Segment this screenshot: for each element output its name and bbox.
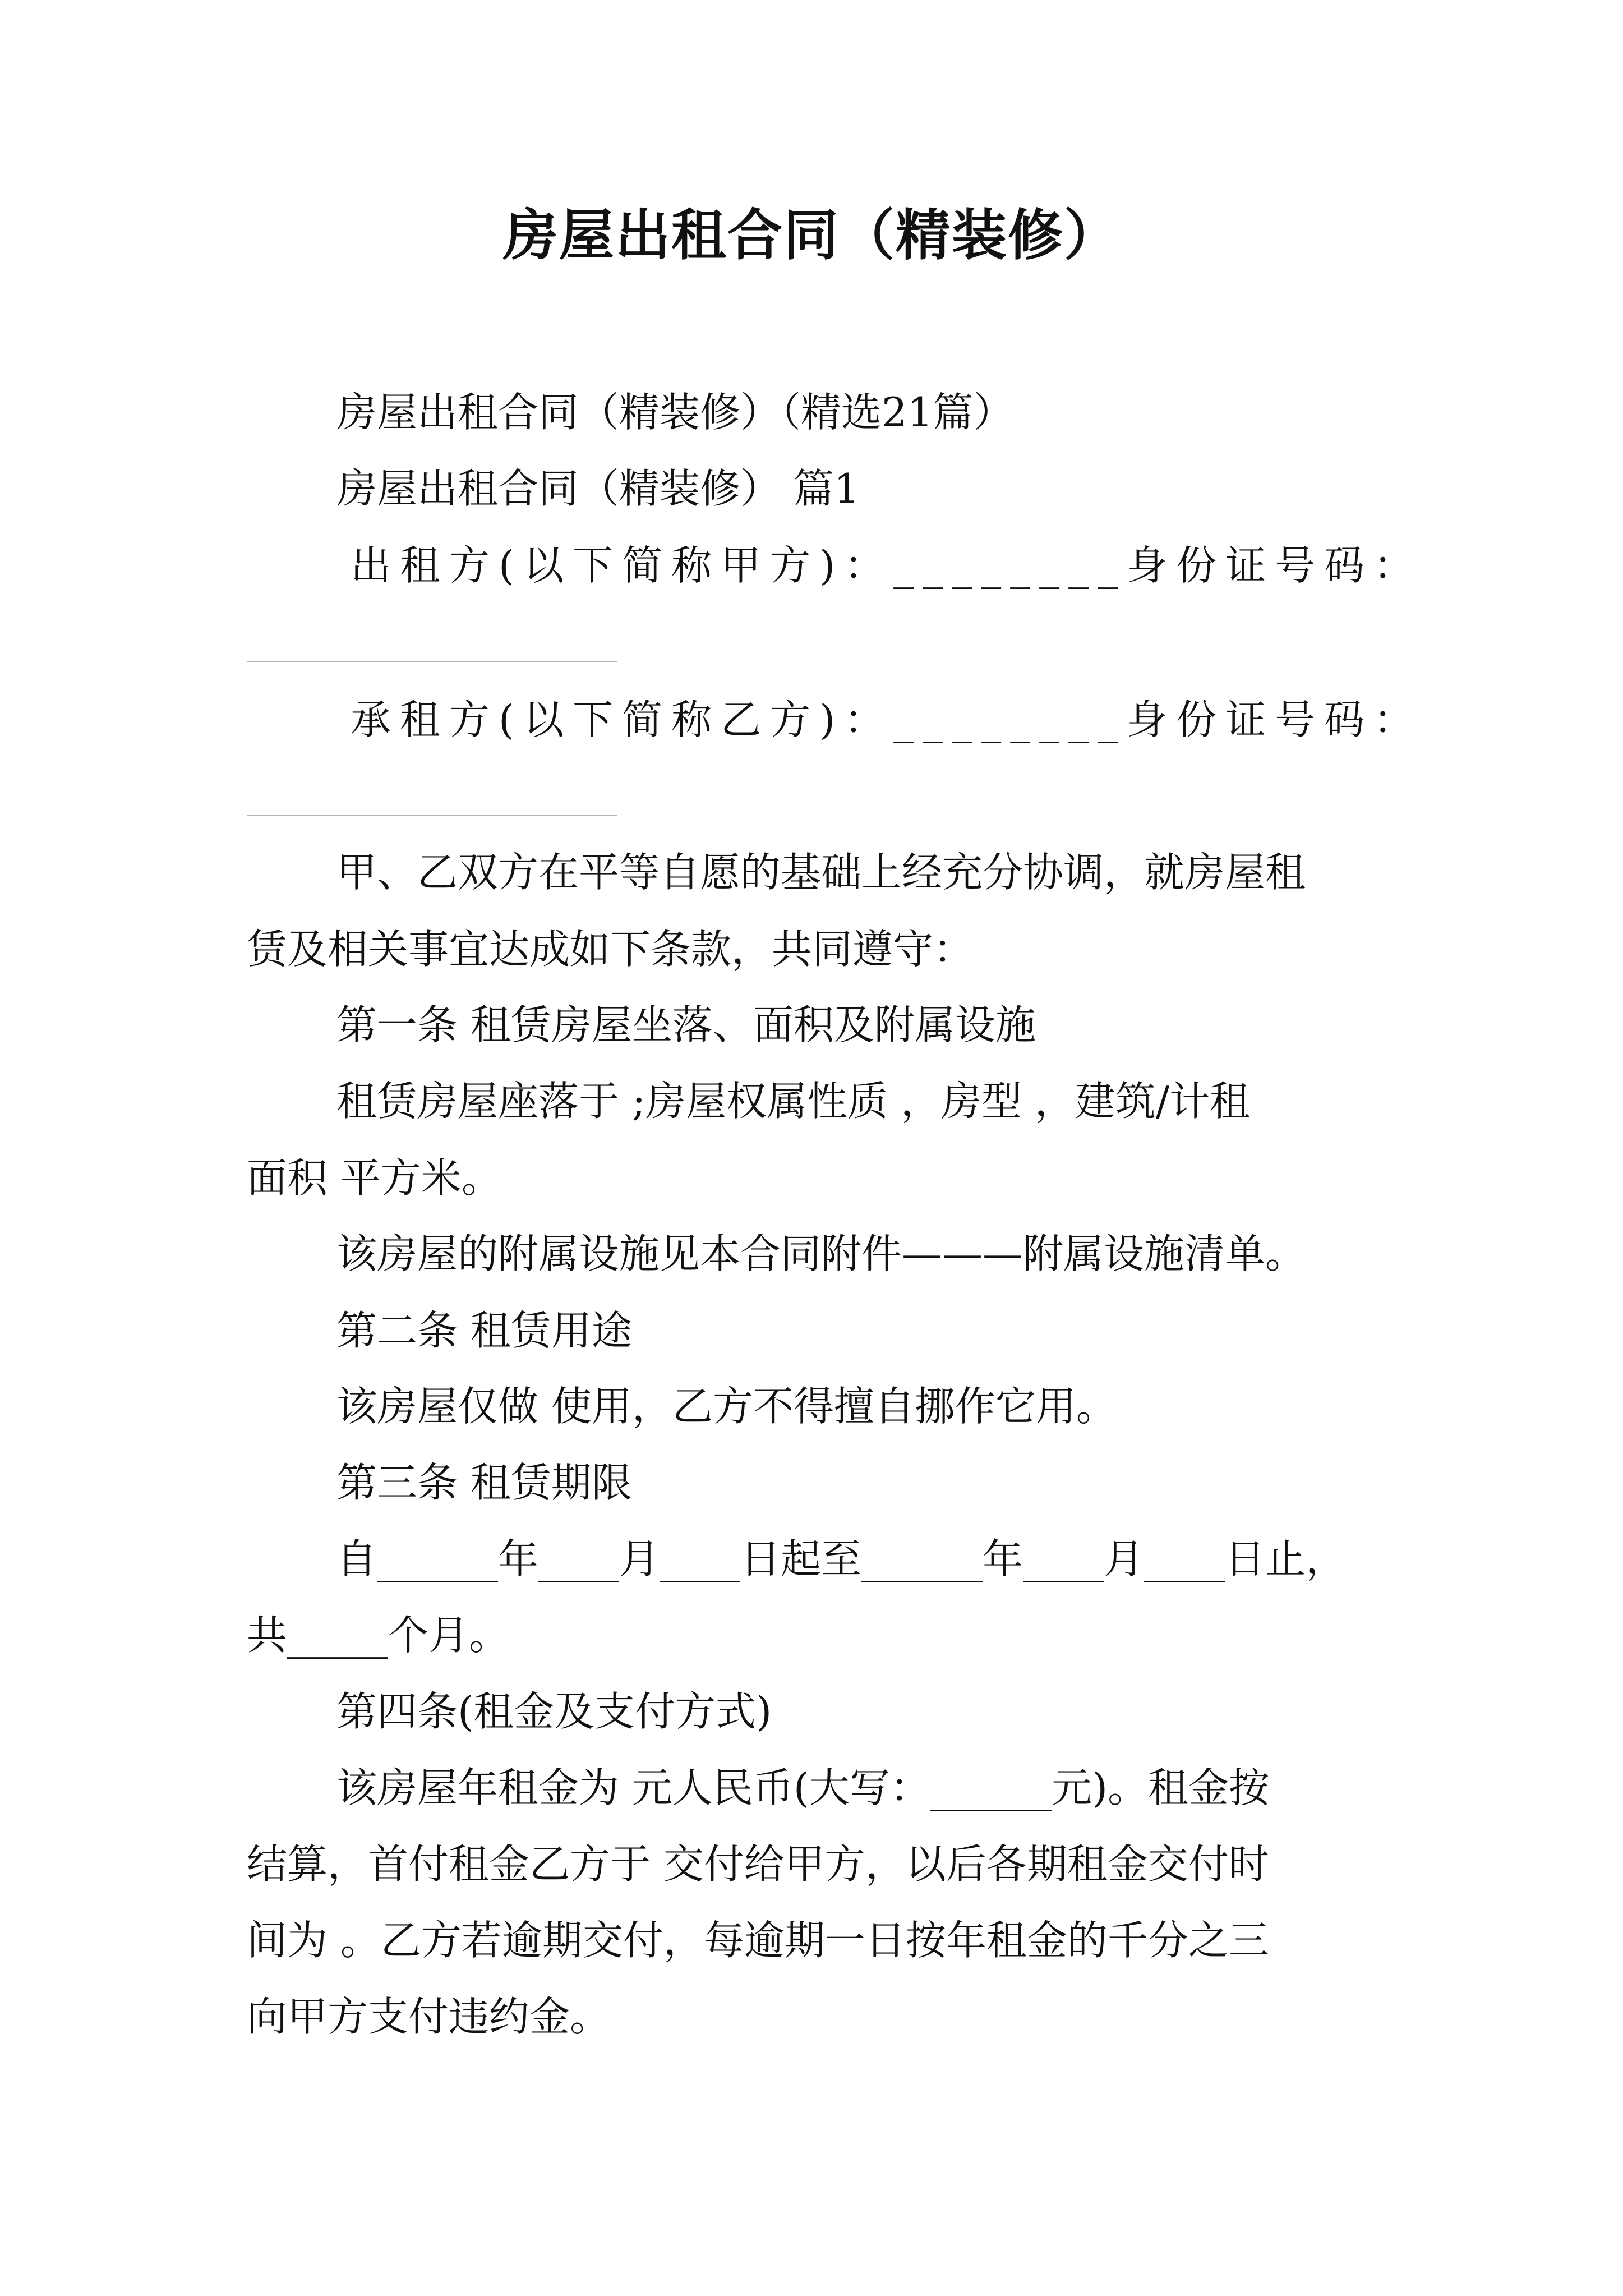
article-1-annex-note: 该房屋的附属设施见本合同附件———附属设施清单。 (336, 1230, 1306, 1277)
article-4-text-line-3: 间为 。乙方若逾期交付，每逾期一日按年租金的千分之三 (247, 1917, 1269, 1964)
preamble-line-2: 赁及相关事宜达成如下条款，共同遵守： (247, 926, 974, 973)
article-4-heading: 第四条(租金及支付方式) (336, 1688, 772, 1735)
document-title: 房屋出租合同（精装修） (502, 204, 1120, 268)
article-3-heading: 第三条 租赁期限 (336, 1459, 632, 1506)
article-1-text-line-2: 面积 平方米。 (247, 1154, 502, 1202)
article-2-heading: 第二条 租赁用途 (336, 1307, 632, 1354)
article-2-text: 该房屋仅做 使用，乙方不得擅自挪作它用。 (336, 1383, 1117, 1430)
preamble-line-1: 甲、乙双方在平等自愿的基础上经充分协调，就房屋租 (336, 849, 1306, 896)
lessor-line: 出租方(以下简称甲方)：________身份证号码： (351, 542, 1423, 589)
article-1-heading: 第一条 租赁房屋坐落、面积及附属设施 (336, 1001, 1036, 1048)
article-3-text-line-1: 自______年____月____日起至______年____月____日止， (336, 1535, 1347, 1582)
lessee-id-blank-line (247, 815, 617, 816)
article-4-text-line-1: 该房屋年租金为 元人民币(大写：______元)。租金按 (336, 1764, 1270, 1811)
paragraph-section-heading: 房屋出租合同（精装修） 篇1 (336, 465, 860, 512)
article-1-text-line-1: 租赁房屋座落于 ;房屋权属性质 ，房型 ，建筑/计租 (336, 1078, 1251, 1125)
lessee-line: 承租方(以下简称乙方)：________身份证号码： (351, 696, 1423, 743)
article-3-text-line-2: 共_____个月。 (247, 1612, 510, 1659)
lessor-id-blank-line (247, 661, 617, 662)
paragraph-subtitle: 房屋出租合同（精装修）（精选21篇） (336, 389, 1014, 436)
article-4-text-line-2: 结算，首付租金乙方于 交付给甲方，以后各期租金交付时 (247, 1841, 1269, 1888)
article-4-text-line-4: 向甲方支付违约金。 (247, 1993, 611, 2040)
